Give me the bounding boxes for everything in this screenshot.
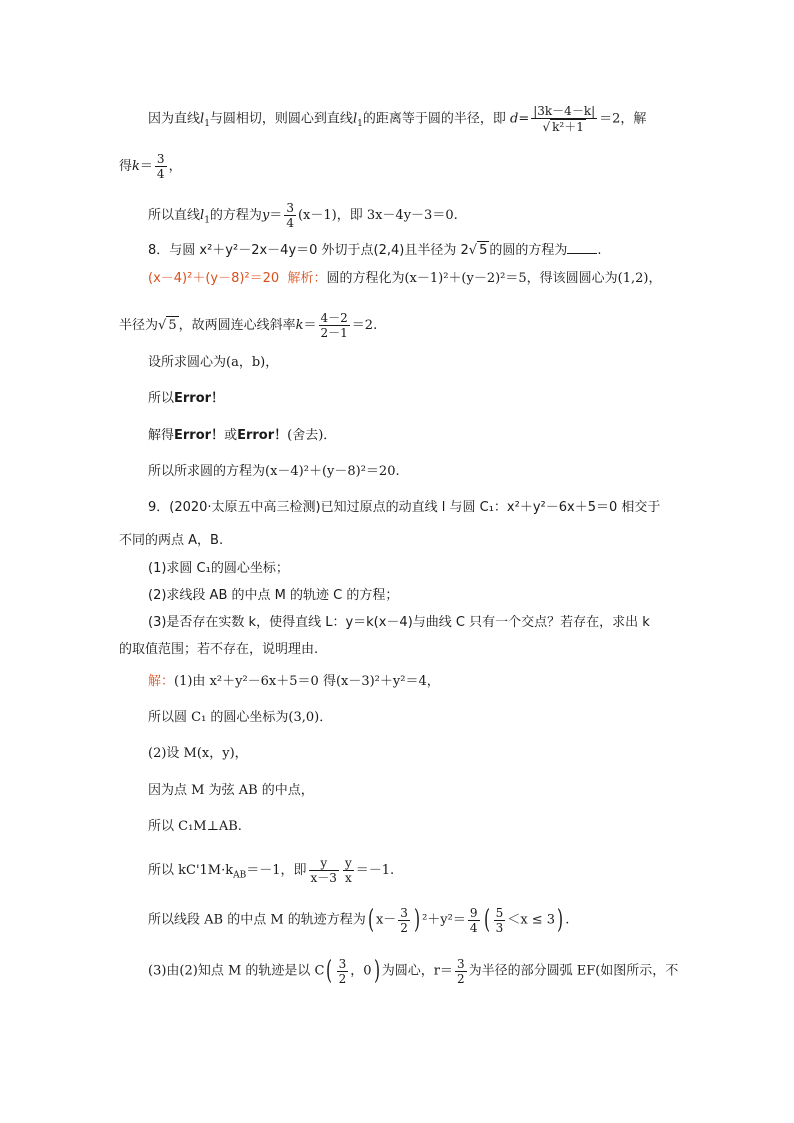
text-line: 不同的两点 A，B.	[119, 533, 224, 548]
math-var: l	[200, 111, 205, 127]
text-line: (3)是否存在实数 k，使得直线 L：y＝k(x－4)与曲线 C 只有一个交点？若存在，求出 k	[148, 615, 650, 630]
text-line: 因为直线$l_1$与圆相切，则圆心到直线$l_1$的距离等于圆的半径，即 d= $\frac{|3k-4-k|}{\text{√ k²＋1}}$ ＝2，解	[148, 104, 647, 134]
fraction: $\frac{|3k-4-k|}{\text{√ k²＋1}}$	[533, 104, 596, 134]
text-line: 所以 C₁M⊥AB.	[148, 819, 242, 834]
fraction: $\frac{3}{4}$	[156, 152, 165, 181]
text: =	[518, 111, 530, 127]
text: 与圆相切，则圆心到直线	[209, 111, 353, 127]
text: ＝2，解	[599, 111, 647, 127]
answer-blank	[567, 241, 597, 254]
fraction: $\frac{3}{2}$	[338, 956, 347, 986]
text-line: 设所求圆心为(a，b)，	[148, 355, 279, 370]
fraction: $\frac{9}{4}$	[469, 905, 478, 935]
text-line: (1)求圆 C₁的圆心坐标；	[148, 561, 289, 576]
fraction: $\frac{3}{2}$	[400, 905, 408, 935]
fraction: $\frac{4-2}{2-1}$	[320, 311, 348, 340]
text-line: 得k＝ $\frac{3}{4}$ ，	[119, 152, 182, 181]
text-line: 所以圆 C₁ 的圆心坐标为(3,0)．	[148, 710, 333, 725]
text-line: 的取值范围；若不存在，说明理由.	[119, 642, 319, 657]
fraction: $\frac{3}{2}$	[456, 956, 465, 986]
text: 因为直线	[148, 111, 201, 127]
text-line: 所以线段 AB 的中点 M 的轨迹方程为( x－ $\frac{3}{2}$ ) ²＋y²＝ $\frac{9}{4}$ ( $\frac{5}{3}$ ＜x ≤ 3) .	[148, 905, 570, 935]
answer-text: (x－4)²＋(y－8)²＝20	[148, 271, 280, 286]
text-line: 所以Error！	[148, 391, 225, 406]
solution-label: 解：	[148, 674, 175, 689]
text-line: (2)求线段 AB 的中点 M 的轨迹 C 的方程；	[148, 588, 399, 603]
text: 的距离等于圆的半径，即	[362, 111, 506, 127]
analysis-label: 解析：	[287, 271, 327, 286]
question-9: 9．(2020·太原五中高三检测)已知过原点的动直线 l 与圆 C₁：x²＋y²－6x＋5＝0 相交于	[148, 500, 661, 515]
text-line: (2)设 M(x，y)，	[148, 746, 248, 761]
text-line: (3)由(2)知点 M 的轨迹是以 C( $\frac{3}{2}$ ，0) 为圆心，r＝ $\frac{3}{2}$ 为半径的部分圆弧 EF(如图所示，不	[148, 956, 679, 986]
fraction: $\frac{3}{4}$	[286, 201, 294, 230]
fraction: $\frac{y}{x}$	[344, 856, 352, 885]
text-line: 解得Error！或Error！(舍去)．	[148, 428, 337, 443]
text-line: 所以直线$l_1$的方程为y＝ $\frac{3}{4}$ (x－1)，即 3x－4y－3＝0.	[148, 201, 458, 230]
answer-8: (x－4)²＋(y－8)²＝20 解析：圆的方程化为(x－1)²＋(y－2)²＝5，得该圆圆心为(1,2)，	[148, 271, 662, 286]
math-var: l	[352, 111, 358, 127]
solution-line: 解：(1)由 x²＋y²－6x＋5＝0 得(x－3)²＋y²＝4，	[148, 674, 440, 689]
question-8: 8．与圆 x²＋y²－2x－4y＝0 外切于点(2,4)且半径为 2√ 5 的圆的方程为 .	[148, 243, 602, 258]
text-line: 因为点 M 为弦 AB 的中点，	[148, 783, 314, 798]
text-line: 半径为√ 5 ，故两圆连心线斜率k＝ $\frac{4-2}{2-1}$ ＝2.	[119, 311, 378, 340]
text-line: 所以 $kC'1M\cdot k_{AB}=-1$，即 $\frac{y}{x-3}$ $\frac{y}{x}$ ＝－1.	[148, 856, 395, 885]
fraction: $\frac{y}{x-3}$	[310, 856, 337, 885]
fraction: $\frac{5}{3}$	[495, 905, 504, 935]
text-line: 所以所求圆的方程为(x－4)²＋(y－8)²＝20.	[148, 464, 400, 479]
math-var: d	[510, 111, 519, 127]
